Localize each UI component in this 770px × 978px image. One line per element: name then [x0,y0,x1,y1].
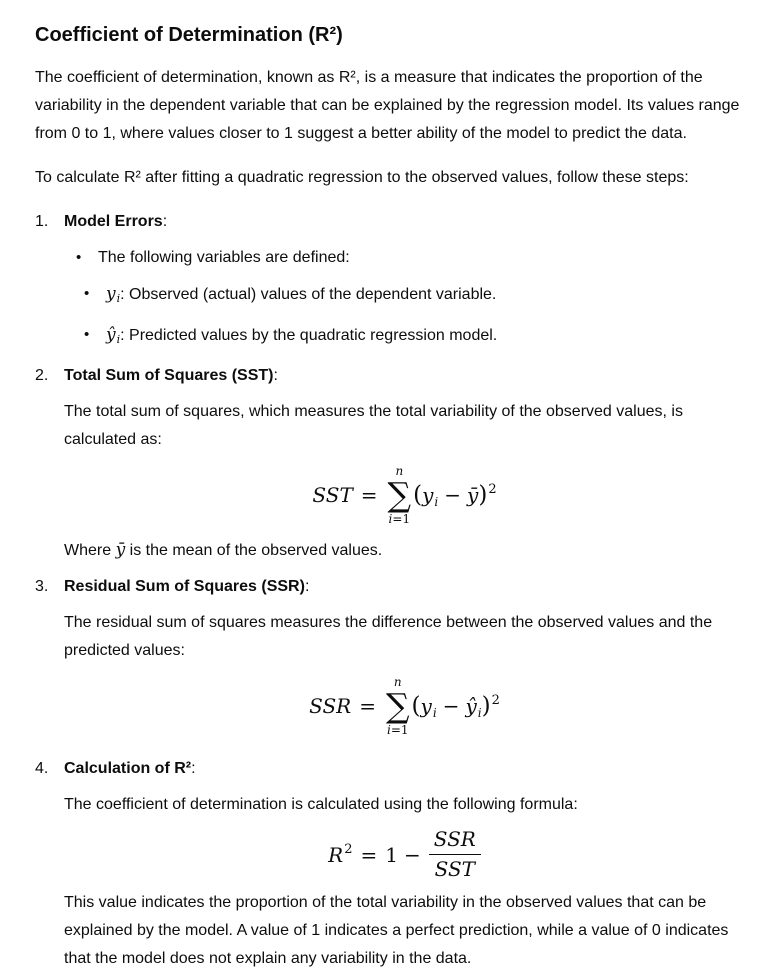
list-item-sst [35,362,745,565]
sst-note [64,536,745,565]
bullet-description: : Observed (actual) values of the dependent variable. [120,286,497,303]
math-subscript: i [477,705,482,720]
math-exponent: 2 [344,841,353,857]
math-index-start: =1 [390,723,409,737]
list-item-heading [64,362,745,390]
math-lhs-ssr: SSR [309,694,352,718]
math-exponent: 2 [491,692,500,708]
bullet-text: The following variables are defined: [98,249,350,266]
math-lhs-r: R [328,842,344,867]
list-item-heading [64,208,745,236]
math-symbol-y-bar: ȳ [115,540,126,560]
bullet-text [106,280,745,313]
formula-r-squared [64,827,745,881]
bullet-icon: • [84,326,90,343]
math-subscript: i [434,494,439,509]
r2-conclusion: This value indicates the proportion of the total variability in the observed values that can be explained by the model. A value of 1 indicates a perfect prediction, while a value of 0 indicates that the model does not explain any variability in the data. [64,894,729,967]
bullet-item-predicted-values [84,321,745,354]
article [35,22,745,973]
list-item-label: Total Sum of Squares (SST) [64,367,274,384]
summation-upper-limit: n [393,675,402,689]
math-index-var: i [388,512,393,526]
math-minus: − [442,693,460,718]
math-term-y-bar: ȳ [467,482,479,507]
formula-ssr [64,675,745,737]
bullet-icon: • [84,285,90,302]
math-equals: = [359,694,376,718]
summation-upper-limit: n [395,464,404,478]
summation-lower-limit [387,723,409,737]
math-subscript: i [432,705,437,720]
note-prefix: Where [64,542,116,559]
list-item-colon: : [304,578,310,595]
math-close-paren: ) [478,481,488,508]
list-item-content [64,362,745,565]
math-term-y-hat: ŷ [465,693,477,718]
math-open-paren: ( [411,692,421,719]
page-title: Coefficient of Determination (R²) [35,24,343,46]
fraction-numerator: SSR [429,827,481,855]
math-minus: − [403,842,421,867]
list-item-ssr [35,573,745,747]
bullet-description: : Predicted values by the quadratic regression model. [120,327,498,344]
steps-list [35,208,745,973]
steps-intro-paragraph: To calculate R² after fitting a quadratic regression to the observed values, follow these steps: [35,169,689,186]
summation-symbol [388,464,412,526]
list-number: 2. [35,367,49,384]
list-item-content [64,755,745,973]
list-item-content [64,208,745,354]
math-open-paren: ( [413,481,423,508]
math-index-var: i [386,723,391,737]
math-expression [412,693,500,720]
sst-description: The total sum of squares, which measures the total variability of the observed values, is calculated as: [64,403,683,448]
math-term-y: y [422,482,434,507]
bullet-icon: • [76,249,82,266]
math-subscript: i [116,292,121,305]
list-item-heading [64,573,745,601]
list-item-colon: : [273,367,278,384]
ssr-description: The residual sum of squares measures the difference between the observed values and the predicted values: [64,614,713,659]
math-subscript: i [116,333,121,346]
math-expression [413,482,496,509]
list-number: 4. [35,760,49,777]
list-item-colon: : [162,213,168,230]
list-item-heading [64,755,745,783]
r2-description: The coefficient of determination is calculated using the following formula: [64,796,578,813]
list-item-r-squared [35,755,745,973]
math-close-paren: ) [481,692,491,719]
bullet-item-variables-intro [76,244,745,272]
fraction-denominator: SST [434,857,475,881]
list-number: 1. [35,213,49,230]
math-exponent: 2 [488,481,497,497]
list-item-content [64,573,745,747]
math-symbol-y-hat: ŷ [106,325,116,345]
math-index-start: =1 [392,512,411,526]
math-symbol-y: y [106,284,116,304]
list-item-colon: : [191,760,196,777]
list-item-label: Calculation of R² [64,760,192,777]
formula-sst [64,464,745,526]
sigma-icon: ∑ [385,686,410,725]
sigma-icon: ∑ [387,475,412,514]
math-one: 1 [385,842,398,867]
math-equals: = [360,842,378,867]
math-term-y: y [420,693,432,718]
intro-paragraph: The coefficient of determination, known as R², is a measure that indicates the proportion of the variability in the dependent variable that can be explained by the regression model. Its values range from 0 to 1, where values closer to 1 suggest a better ability of the model to predict the data. [35,69,740,142]
note-suffix: is the mean of the observed values. [125,542,383,559]
math-equals: = [360,483,378,507]
bullet-item-observed-values [84,280,745,313]
math-minus: − [444,482,462,507]
summation-symbol [386,675,410,737]
summation-lower-limit [389,512,411,526]
list-item-label: Model Errors [64,213,163,230]
list-number: 3. [35,578,49,595]
bullet-text [106,321,745,354]
math-lhs-sst: SST [312,483,353,507]
list-item-label: Residual Sum of Squares (SSR) [64,578,305,595]
math-fraction [429,827,481,881]
list-item-model-errors [35,208,745,354]
math-expression [328,842,427,867]
